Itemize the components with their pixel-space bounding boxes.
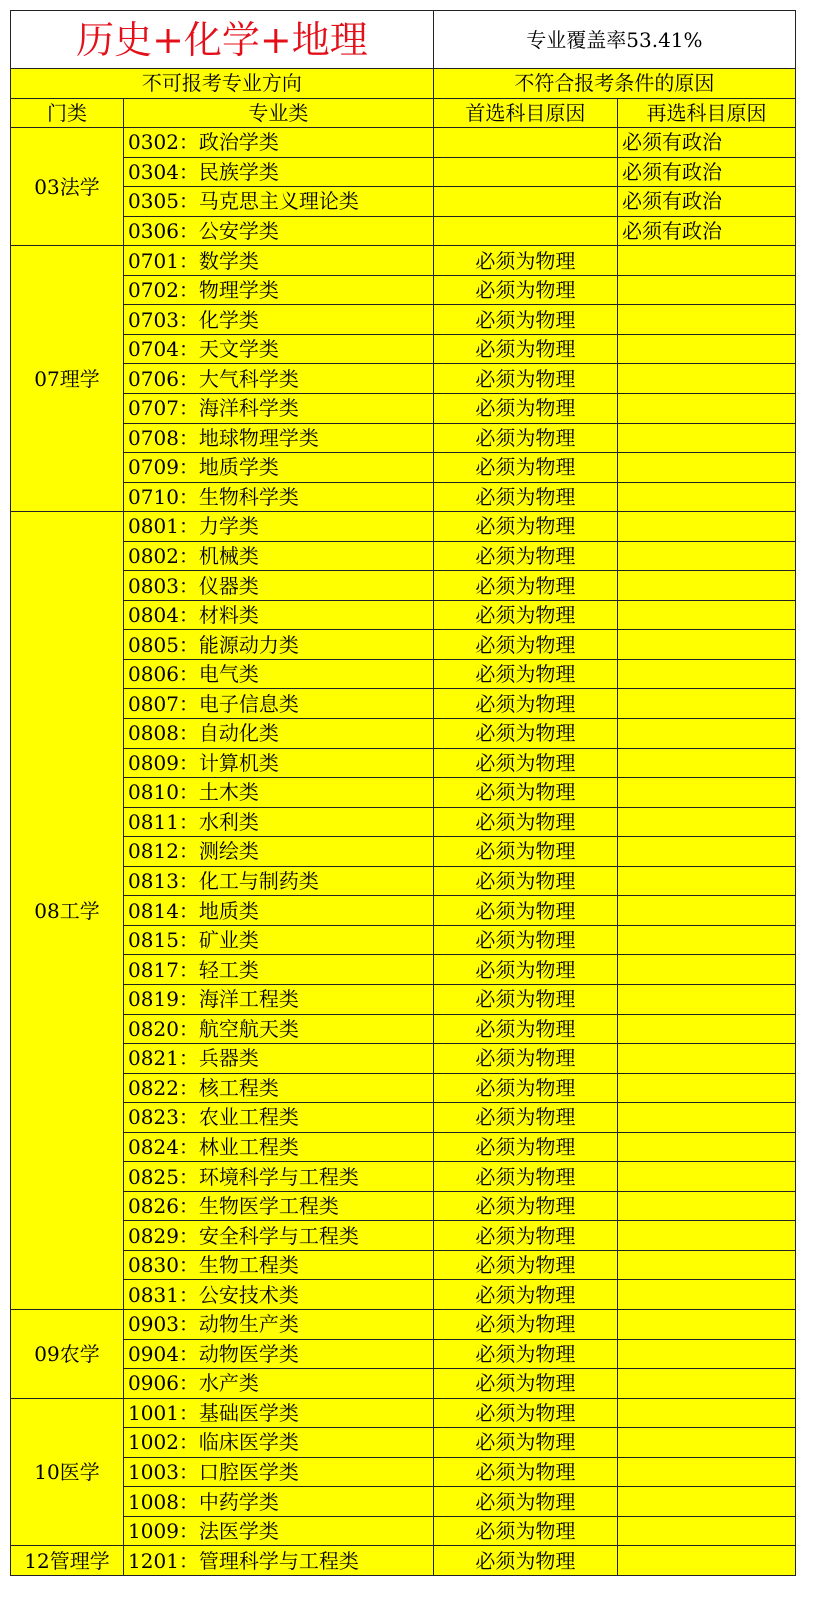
major-cell: 0811：水利类 xyxy=(124,807,434,837)
table-row xyxy=(11,1250,796,1280)
second-subject-reason-cell xyxy=(618,275,796,305)
table-row xyxy=(11,1073,796,1103)
first-subject-reason-cell: 必须为物理 xyxy=(433,778,617,808)
category-cell: 03法学 xyxy=(11,128,124,246)
major-cell: 0702：物理学类 xyxy=(124,275,434,305)
first-subject-reason-cell: 必须为物理 xyxy=(433,1546,617,1576)
coverage-rate: 专业覆盖率53.41% xyxy=(433,11,795,69)
table-row xyxy=(11,1369,796,1399)
second-subject-reason-cell xyxy=(618,1309,796,1339)
first-subject-reason-cell: 必须为物理 xyxy=(433,246,617,276)
first-subject-reason-cell: 必须为物理 xyxy=(433,1073,617,1103)
table-row xyxy=(11,1191,796,1221)
second-subject-reason-cell xyxy=(618,837,796,867)
second-subject-reason-cell xyxy=(618,925,796,955)
table-row xyxy=(11,128,796,158)
first-subject-reason-cell: 必须为物理 xyxy=(433,1132,617,1162)
second-subject-reason-cell xyxy=(618,305,796,335)
table-row xyxy=(11,896,796,926)
category-cell: 10医学 xyxy=(11,1398,124,1546)
table-row xyxy=(11,1132,796,1162)
table-row xyxy=(11,187,796,217)
second-subject-reason-cell xyxy=(618,246,796,276)
second-subject-reason-cell xyxy=(618,807,796,837)
second-subject-reason-cell: 必须有政治 xyxy=(618,216,796,246)
major-cell: 0812：测绘类 xyxy=(124,837,434,867)
major-cell: 0710：生物科学类 xyxy=(124,482,434,512)
table-row xyxy=(11,807,796,837)
second-subject-reason-cell xyxy=(618,1014,796,1044)
major-cell: 0704：天文学类 xyxy=(124,334,434,364)
category-cell: 08工学 xyxy=(11,512,124,1310)
table-row xyxy=(11,482,796,512)
major-cell: 0819：海洋工程类 xyxy=(124,984,434,1014)
first-subject-reason-cell: 必须为物理 xyxy=(433,807,617,837)
second-subject-reason-cell xyxy=(618,364,796,394)
major-cell: 0703：化学类 xyxy=(124,305,434,335)
table-row xyxy=(11,1309,796,1339)
first-subject-reason-cell: 必须为物理 xyxy=(433,1516,617,1546)
table-row xyxy=(11,984,796,1014)
major-cell: 0823：农业工程类 xyxy=(124,1103,434,1133)
first-subject-reason-cell: 必须为物理 xyxy=(433,423,617,453)
major-cell: 0820：航空航天类 xyxy=(124,1014,434,1044)
first-subject-reason-cell: 必须为物理 xyxy=(433,1428,617,1458)
first-subject-reason-cell: 必须为物理 xyxy=(433,1280,617,1310)
category-cell: 09农学 xyxy=(11,1309,124,1398)
second-subject-reason-cell xyxy=(618,748,796,778)
first-subject-reason-cell: 必须为物理 xyxy=(433,305,617,335)
column-header-major: 专业类 xyxy=(124,98,434,128)
first-subject-reason-cell: 必须为物理 xyxy=(433,837,617,867)
table-row xyxy=(11,1162,796,1192)
second-subject-reason-cell xyxy=(618,866,796,896)
second-subject-reason-cell xyxy=(618,689,796,719)
major-cell: 0810：土木类 xyxy=(124,778,434,808)
first-subject-reason-cell: 必须为物理 xyxy=(433,1014,617,1044)
second-subject-reason-cell xyxy=(618,1044,796,1074)
first-subject-reason-cell: 必须为物理 xyxy=(433,334,617,364)
first-subject-reason-cell: 必须为物理 xyxy=(433,1162,617,1192)
second-subject-reason-cell xyxy=(618,394,796,424)
major-cell: 0701：数学类 xyxy=(124,246,434,276)
table-row xyxy=(11,1487,796,1517)
first-subject-reason-cell: 必须为物理 xyxy=(433,659,617,689)
table-body xyxy=(11,128,796,1576)
section-unavailable-majors: 不可报考专业方向 xyxy=(11,69,434,99)
second-subject-reason-cell xyxy=(618,1280,796,1310)
second-subject-reason-cell xyxy=(618,1221,796,1251)
major-cell: 0831：公安技术类 xyxy=(124,1280,434,1310)
second-subject-reason-cell xyxy=(618,1457,796,1487)
first-subject-reason-cell: 必须为物理 xyxy=(433,482,617,512)
category-cell: 12管理学 xyxy=(11,1546,124,1576)
major-cell: 0829：安全科学与工程类 xyxy=(124,1221,434,1251)
first-subject-reason-cell: 必须为物理 xyxy=(433,689,617,719)
major-cell: 0808：自动化类 xyxy=(124,719,434,749)
major-cell: 0804：材料类 xyxy=(124,600,434,630)
table-row xyxy=(11,453,796,483)
table-row xyxy=(11,659,796,689)
major-cell: 0817：轻工类 xyxy=(124,955,434,985)
first-subject-reason-cell: 必须为物理 xyxy=(433,600,617,630)
second-subject-reason-cell xyxy=(618,512,796,542)
table-row xyxy=(11,246,796,276)
first-subject-reason-cell: 必须为物理 xyxy=(433,925,617,955)
table-row xyxy=(11,334,796,364)
first-subject-reason-cell: 必须为物理 xyxy=(433,571,617,601)
major-cell: 0906：水产类 xyxy=(124,1369,434,1399)
table-row xyxy=(11,512,796,542)
first-subject-reason-cell: 必须为物理 xyxy=(433,866,617,896)
section-reasons: 不符合报考条件的原因 xyxy=(433,69,795,99)
second-subject-reason-cell xyxy=(618,1103,796,1133)
major-cell: 1009：法医学类 xyxy=(124,1516,434,1546)
major-cell: 0825：环境科学与工程类 xyxy=(124,1162,434,1192)
major-cell: 0806：电气类 xyxy=(124,659,434,689)
major-cell: 1201：管理科学与工程类 xyxy=(124,1546,434,1576)
first-subject-reason-cell: 必须为物理 xyxy=(433,1221,617,1251)
major-cell: 0803：仪器类 xyxy=(124,571,434,601)
category-cell: 07理学 xyxy=(11,246,124,512)
table-row xyxy=(11,630,796,660)
first-subject-reason-cell: 必须为物理 xyxy=(433,955,617,985)
sheet-title: 历史+化学+地理 xyxy=(11,11,434,69)
table-row xyxy=(11,394,796,424)
second-subject-reason-cell xyxy=(618,1250,796,1280)
major-cell: 0824：林业工程类 xyxy=(124,1132,434,1162)
major-cell: 0709：地质学类 xyxy=(124,453,434,483)
major-cell: 0807：电子信息类 xyxy=(124,689,434,719)
section-header-row xyxy=(11,69,796,99)
second-subject-reason-cell xyxy=(618,600,796,630)
major-cell: 0304：民族学类 xyxy=(124,157,434,187)
table-row xyxy=(11,1428,796,1458)
first-subject-reason-cell: 必须为物理 xyxy=(433,984,617,1014)
table-row xyxy=(11,1044,796,1074)
first-subject-reason-cell: 必须为物理 xyxy=(433,453,617,483)
table-row xyxy=(11,364,796,394)
major-cell: 0302：政治学类 xyxy=(124,128,434,158)
second-subject-reason-cell xyxy=(618,1132,796,1162)
first-subject-reason-cell xyxy=(433,128,617,158)
first-subject-reason-cell: 必须为物理 xyxy=(433,1487,617,1517)
first-subject-reason-cell: 必须为物理 xyxy=(433,364,617,394)
table-row xyxy=(11,305,796,335)
table-row xyxy=(11,275,796,305)
second-subject-reason-cell: 必须有政治 xyxy=(618,157,796,187)
first-subject-reason-cell: 必须为物理 xyxy=(433,1191,617,1221)
first-subject-reason-cell xyxy=(433,187,617,217)
table-row xyxy=(11,866,796,896)
second-subject-reason-cell: 必须有政治 xyxy=(618,187,796,217)
column-header-row xyxy=(11,98,796,128)
second-subject-reason-cell xyxy=(618,453,796,483)
table-row xyxy=(11,689,796,719)
table-row xyxy=(11,571,796,601)
second-subject-reason-cell xyxy=(618,984,796,1014)
second-subject-reason-cell xyxy=(618,630,796,660)
major-cell: 0821：兵器类 xyxy=(124,1044,434,1074)
table-row xyxy=(11,541,796,571)
table-row xyxy=(11,1103,796,1133)
major-cell: 0707：海洋科学类 xyxy=(124,394,434,424)
second-subject-reason-cell xyxy=(618,955,796,985)
major-cell: 0826：生物医学工程类 xyxy=(124,1191,434,1221)
table-row xyxy=(11,1014,796,1044)
first-subject-reason-cell: 必须为物理 xyxy=(433,748,617,778)
second-subject-reason-cell xyxy=(618,1339,796,1369)
second-subject-reason-cell xyxy=(618,1162,796,1192)
major-cell: 0903：动物生产类 xyxy=(124,1309,434,1339)
major-cell: 0802：机械类 xyxy=(124,541,434,571)
major-cell: 1008：中药学类 xyxy=(124,1487,434,1517)
second-subject-reason-cell xyxy=(618,1369,796,1399)
second-subject-reason-cell xyxy=(618,541,796,571)
first-subject-reason-cell: 必须为物理 xyxy=(433,1457,617,1487)
major-cell: 0830：生物工程类 xyxy=(124,1250,434,1280)
title-row xyxy=(11,11,796,69)
second-subject-reason-cell xyxy=(618,1191,796,1221)
second-subject-reason-cell xyxy=(618,1428,796,1458)
column-header-category: 门类 xyxy=(11,98,124,128)
table-row xyxy=(11,216,796,246)
first-subject-reason-cell: 必须为物理 xyxy=(433,896,617,926)
first-subject-reason-cell: 必须为物理 xyxy=(433,1398,617,1428)
table-row xyxy=(11,748,796,778)
first-subject-reason-cell xyxy=(433,216,617,246)
table-row xyxy=(11,1457,796,1487)
major-cell: 0815：矿业类 xyxy=(124,925,434,955)
second-subject-reason-cell xyxy=(618,1516,796,1546)
second-subject-reason-cell xyxy=(618,423,796,453)
table-row xyxy=(11,1280,796,1310)
second-subject-reason-cell: 必须有政治 xyxy=(618,128,796,158)
table-row xyxy=(11,1398,796,1428)
major-cell: 0822：核工程类 xyxy=(124,1073,434,1103)
major-cell: 0814：地质类 xyxy=(124,896,434,926)
second-subject-reason-cell xyxy=(618,778,796,808)
second-subject-reason-cell xyxy=(618,896,796,926)
first-subject-reason-cell: 必须为物理 xyxy=(433,394,617,424)
major-cell: 0805：能源动力类 xyxy=(124,630,434,660)
first-subject-reason-cell: 必须为物理 xyxy=(433,719,617,749)
table-row xyxy=(11,1546,796,1576)
subject-restriction-table xyxy=(10,10,796,1576)
first-subject-reason-cell: 必须为物理 xyxy=(433,1044,617,1074)
major-cell: 1001：基础医学类 xyxy=(124,1398,434,1428)
major-cell: 0708：地球物理学类 xyxy=(124,423,434,453)
major-cell: 0809：计算机类 xyxy=(124,748,434,778)
table-row xyxy=(11,955,796,985)
table-row xyxy=(11,600,796,630)
table-row xyxy=(11,1221,796,1251)
table-row xyxy=(11,1339,796,1369)
first-subject-reason-cell: 必须为物理 xyxy=(433,541,617,571)
first-subject-reason-cell: 必须为物理 xyxy=(433,630,617,660)
second-subject-reason-cell xyxy=(618,1487,796,1517)
second-subject-reason-cell xyxy=(618,482,796,512)
second-subject-reason-cell xyxy=(618,719,796,749)
table-row xyxy=(11,837,796,867)
column-header-second-subject: 再选科目原因 xyxy=(618,98,796,128)
first-subject-reason-cell: 必须为物理 xyxy=(433,275,617,305)
second-subject-reason-cell xyxy=(618,1073,796,1103)
major-cell: 0813：化工与制药类 xyxy=(124,866,434,896)
first-subject-reason-cell: 必须为物理 xyxy=(433,1339,617,1369)
second-subject-reason-cell xyxy=(618,1398,796,1428)
major-cell: 0305：马克思主义理论类 xyxy=(124,187,434,217)
first-subject-reason-cell: 必须为物理 xyxy=(433,1250,617,1280)
first-subject-reason-cell: 必须为物理 xyxy=(433,1309,617,1339)
table-row xyxy=(11,925,796,955)
first-subject-reason-cell: 必须为物理 xyxy=(433,1369,617,1399)
major-cell: 0904：动物医学类 xyxy=(124,1339,434,1369)
first-subject-reason-cell: 必须为物理 xyxy=(433,512,617,542)
table-row xyxy=(11,423,796,453)
table-row xyxy=(11,778,796,808)
major-cell: 0801：力学类 xyxy=(124,512,434,542)
second-subject-reason-cell xyxy=(618,659,796,689)
table-row xyxy=(11,719,796,749)
major-cell: 0706：大气科学类 xyxy=(124,364,434,394)
first-subject-reason-cell xyxy=(433,157,617,187)
second-subject-reason-cell xyxy=(618,1546,796,1576)
second-subject-reason-cell xyxy=(618,571,796,601)
major-cell: 1002：临床医学类 xyxy=(124,1428,434,1458)
major-cell: 1003：口腔医学类 xyxy=(124,1457,434,1487)
column-header-first-subject: 首选科目原因 xyxy=(433,98,617,128)
second-subject-reason-cell xyxy=(618,334,796,364)
table-row xyxy=(11,157,796,187)
first-subject-reason-cell: 必须为物理 xyxy=(433,1103,617,1133)
major-cell: 0306：公安学类 xyxy=(124,216,434,246)
table-row xyxy=(11,1516,796,1546)
